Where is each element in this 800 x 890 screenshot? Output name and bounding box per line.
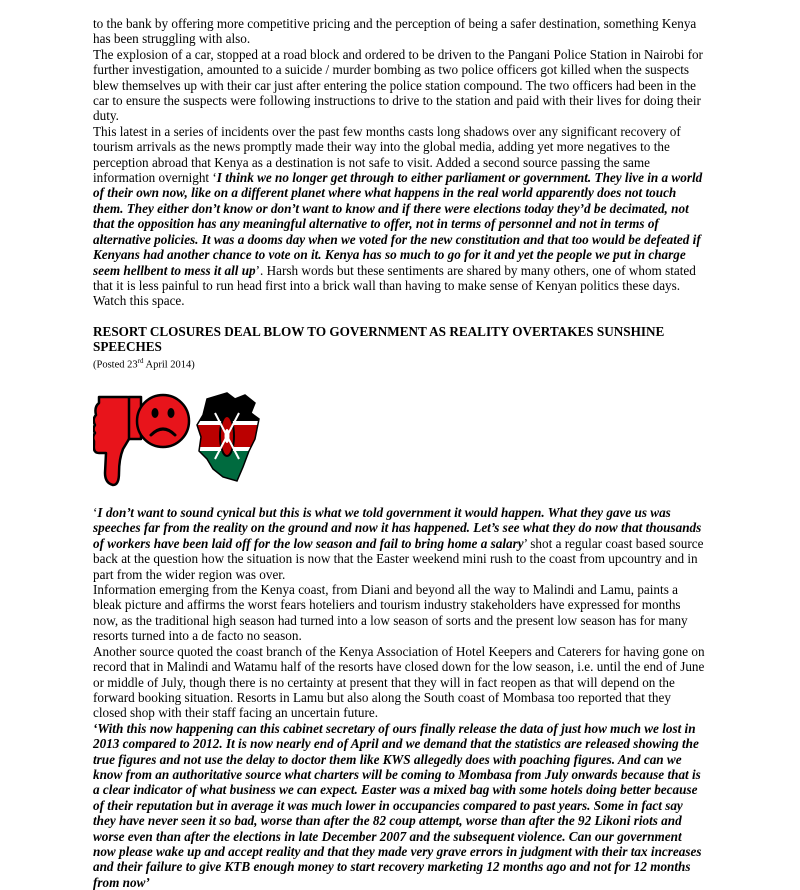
- thumbs-down-sad-face-icon: [93, 389, 293, 499]
- quote: I don’t want to sound cynical but this is what we told government it would happen. What they gave us was speeches far from the reality on the ground and now it has happened. Let’s see what they do now that thousands of workers have been laid off for the low season and fail to bring home a salary: [93, 505, 702, 551]
- posted-date: (Posted 23rd April 2014): [93, 356, 195, 371]
- paragraph: [93, 124, 705, 309]
- paragraph: The explosion of a car, stopped at a road block and ordered to be driven to the Pangani Police Station in Nairobi for further investigation, amounted to a suicide / murder bombing as two police officers got killed when the suspects blew themselves up with their car just after entering the police station compound. The two officers had been in the car to ensure the suspects were following instructions to drive to the station and paid with their lives for doing their duty.: [93, 46, 703, 124]
- quote: I think we no longer get through to either parliament or government. They live in a world of their own now, like on a different planet where what happens in the real world apparently does not touch them. They either don’t know or don’t want to know and if there were elections today they’d be decimated, not that the opposition has any meaningful alternative to offer, not in terms of personnel and not in terms of alternative policies. It was a dooms day when we voted for the new constitution and that too would be defeated if Kenyans had another chance to vote on it. Kenya has so much to go for it and yet the people we put in charge seem hellbent to mess it all up: [93, 170, 703, 278]
- paragraph: ‘I don’t want to sound cynical but this is what we told government it would happen. What they gave us was speeches far from the reality on the ground and now it has happened. Let’s see what they do now that thousands of workers have been laid off for the low season and fail to bring home a salary’ shot a regular coast based source back at the question how the situation is now that the Easter weekend mini rush to the coast from upcountry and in part from the wider region was over.: [93, 505, 704, 582]
- paragraph-tail: ’. Harsh words but these sentiments are shared by many others, one of whom stated that it is less painful to run head first into a brick wall than having to make sense of Kenyan politics these days. Watch this space.: [93, 262, 696, 309]
- paragraph: Information emerging from the Kenya coast, from Diani and beyond all the way to Malindi and Lamu, paints a bleak picture and affirms the worst fears hoteliers and tourism industry stakeholders have expressed for months now, as the traditional high season had turned into a low season of sorts and the present low season has for many resorts turned into a de facto no season.: [93, 582, 688, 644]
- paragraph-lead: This latest in a series of incidents over the past few months casts long shadows over any significant recovery of tourism arrivals as the news promptly made their way into the global media, adding yet more negatives to the perception abroad that Kenya as a destination is not safe to visit. Added a second source passing the same information overnight ‘: [93, 123, 681, 186]
- quote: With this now happening can this cabinet secretary of ours finally release the data of just how much we lost in 2013 compared to 2012. It is now nearly end of April and we demand that the statistics are released showing the true figures and not use the delay to doctor them like KWS allegedly does with poaching figures. And can we know from an authoritative source what charters will be coming to Mombasa from July onwards because that is a clear indicator of what business we can expect. Easter was a mixed bag with some hotels doing better because of their reputation but in average it was much lower in occupancies compared to past years. Some in fact say they have never seen it so bad, worse than after the 82 coup attempt, worse than after the 92 Likoni riots and worse even than after the elections in late December 2007 and the subsequent violence. Can our government now please wake up and accept reality and that they made very grave errors in judgment with their tax increases and their failure to give KTB enough money to start recovery marketing 12 months ago and not for 12 months from now: [93, 720, 702, 890]
- paragraph: Another source quoted the coast branch of the Kenya Association of Hotel Keepers and Caterers for having gone on record that in Malindi and Watamu half of the resorts have closed down for the low season, i.e. until the end of June or middle of July, though there is no certainty at present that they will in fact reopen as that will depend on the forward booking situation. Resorts in Lamu but also along the South coast of Mombasa too reported that they closed shop with their staff facing an uncertain future.: [93, 643, 705, 721]
- quote-paragraph: ‘With this now happening can this cabinet secretary of ours finally release the data of just how much we lost in 2013 compared to 2012. It is now nearly end of April and we demand that the statistics are released showing the true figures and not use the delay to doctor them like KWS allegedly does with poaching figures. And can we know from an authoritative source what charters will be coming to Mombasa from July onwards because that is a clear indicator of what business we can expect. Easter was a mixed bag with some hotels doing better because of their reputation but in average it was much lower in occupancies compared to past years. Some in fact say they have never seen it so bad, worse than after the 82 coup attempt, worse than after the 92 Likoni riots and worse even than after the elections in late December 2007 and the subsequent violence. Can our government now please wake up and accept reality and that they made very grave errors in judgment with their tax increases and their failure to give KTB enough money to start recovery marketing 12 months ago and not for 12 months from now’: [93, 720, 702, 890]
- article-title: RESORT CLOSURES DEAL BLOW TO GOVERNMENT AS REALITY OVERTAKES SUNSHINE SPEECHES: [93, 323, 665, 355]
- paragraph-tail: ’ shot a regular coast based source back at the question how the situation is now that the Easter weekend mini rush to the coast from upcountry and in part from the wider region was over.: [93, 535, 704, 582]
- document-page: [93, 16, 705, 890]
- article-graphic: [93, 389, 705, 499]
- paragraph: to the bank by offering more competitive pricing and the perception of being a safer destination, something Kenya has been struggling with also.: [93, 16, 697, 47]
